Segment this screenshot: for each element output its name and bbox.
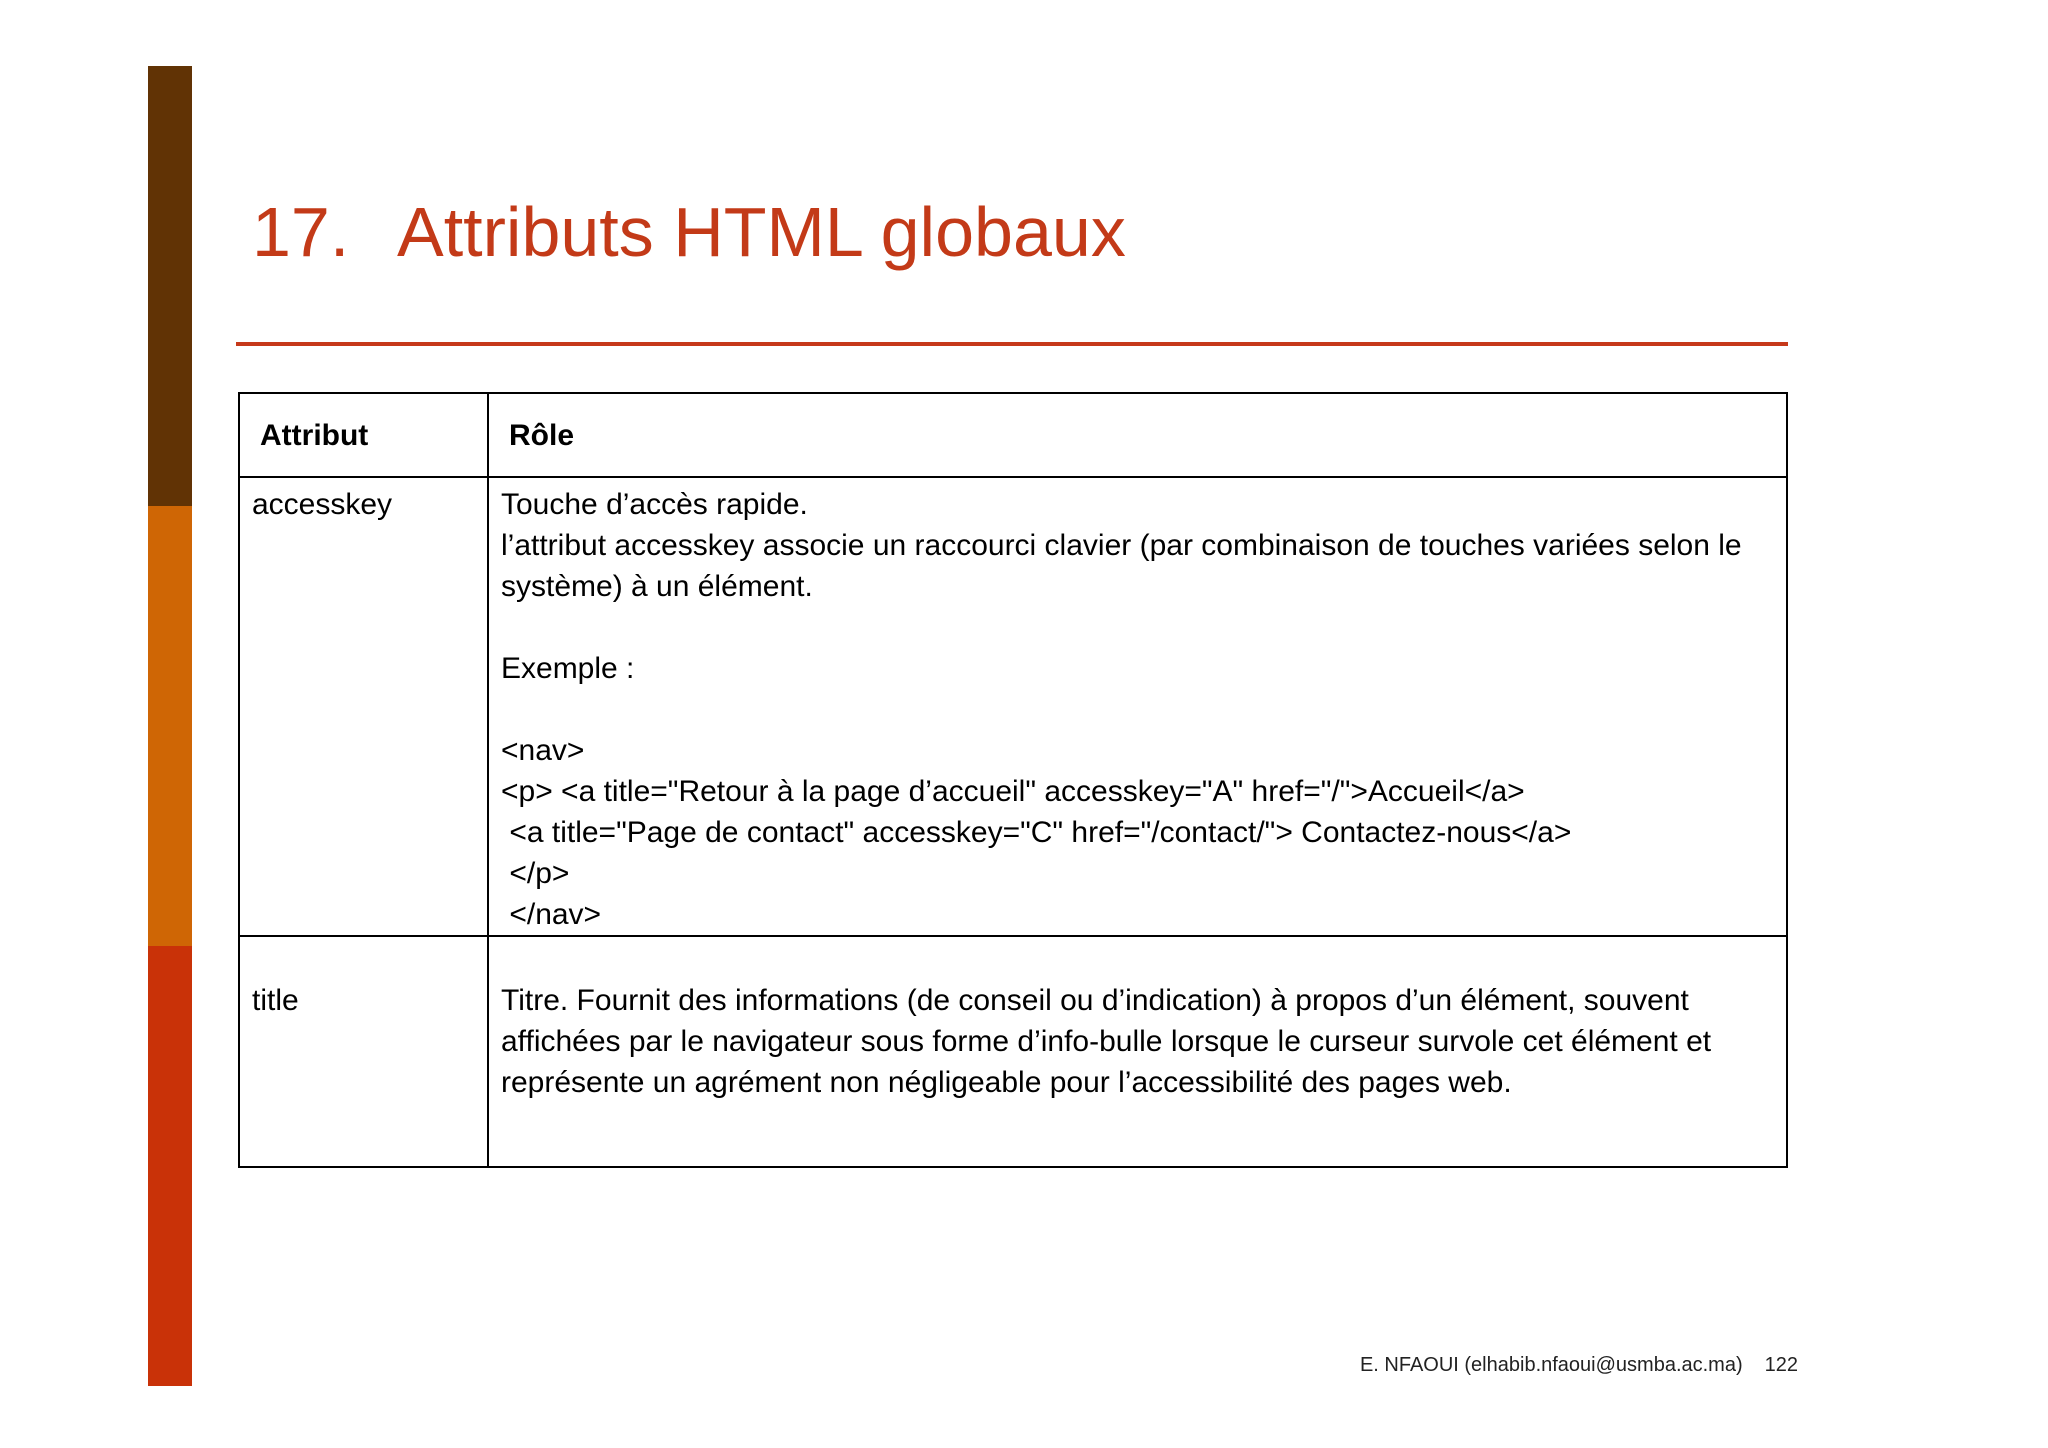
page-number: 122 (1764, 1354, 1798, 1376)
role-text: Titre. Fournit des informations (de conseil ou d’indication) à propos d’un élément, souvent affichées par le navigateur sous forme d’info-bulle lorsque le curseur survole cet élément et représente un agrément non négligeable pour l’accessibilité des pages web. (501, 984, 1712, 1099)
attribute-name: title (252, 984, 299, 1017)
slide-footer (1360, 1354, 1798, 1377)
role-line: l’attribut accesskey associe un raccourci clavier (par combinaison de touches variées selon le système) à un élément. (501, 529, 1742, 603)
code-line: </p> (501, 857, 570, 890)
slide-number-label: 17. (252, 193, 350, 271)
table-row (239, 477, 1787, 936)
example-label: Exemple : (501, 652, 635, 685)
role-cell (488, 477, 1787, 936)
decor-bar-brown (148, 66, 192, 506)
footer-author: E. NFAOUI (elhabib.nfaoui@usmba.ac.ma) (1359, 1354, 1743, 1376)
attributes-table (238, 392, 1788, 1168)
header-attribut: Attribut (239, 393, 488, 477)
code-line: <p> <a title="Retour à la page d’accueil" accesskey="A" href="/">Accueil</a> (501, 775, 1525, 808)
title-divider (236, 342, 1788, 346)
code-line: <nav> (501, 734, 585, 767)
header-role: Rôle (488, 393, 1787, 477)
table-row (239, 936, 1787, 1167)
decor-bar-orange (148, 506, 192, 946)
slide-title-text: Attributs HTML globaux (397, 193, 1126, 271)
role-line: Touche d’accès rapide. (501, 488, 808, 521)
role-cell (488, 936, 1787, 1167)
attribute-cell (239, 477, 488, 936)
attribute-name: accesskey (252, 488, 393, 521)
attribute-cell (239, 936, 488, 1167)
slide-title (252, 190, 1126, 274)
table-header-row (239, 393, 1787, 477)
decor-bar-red (148, 946, 192, 1386)
code-line: </nav> (501, 898, 602, 931)
code-line: <a title="Page de contact" accesskey="C" href="/contact/"> Contactez-nous</a> (501, 816, 1572, 849)
